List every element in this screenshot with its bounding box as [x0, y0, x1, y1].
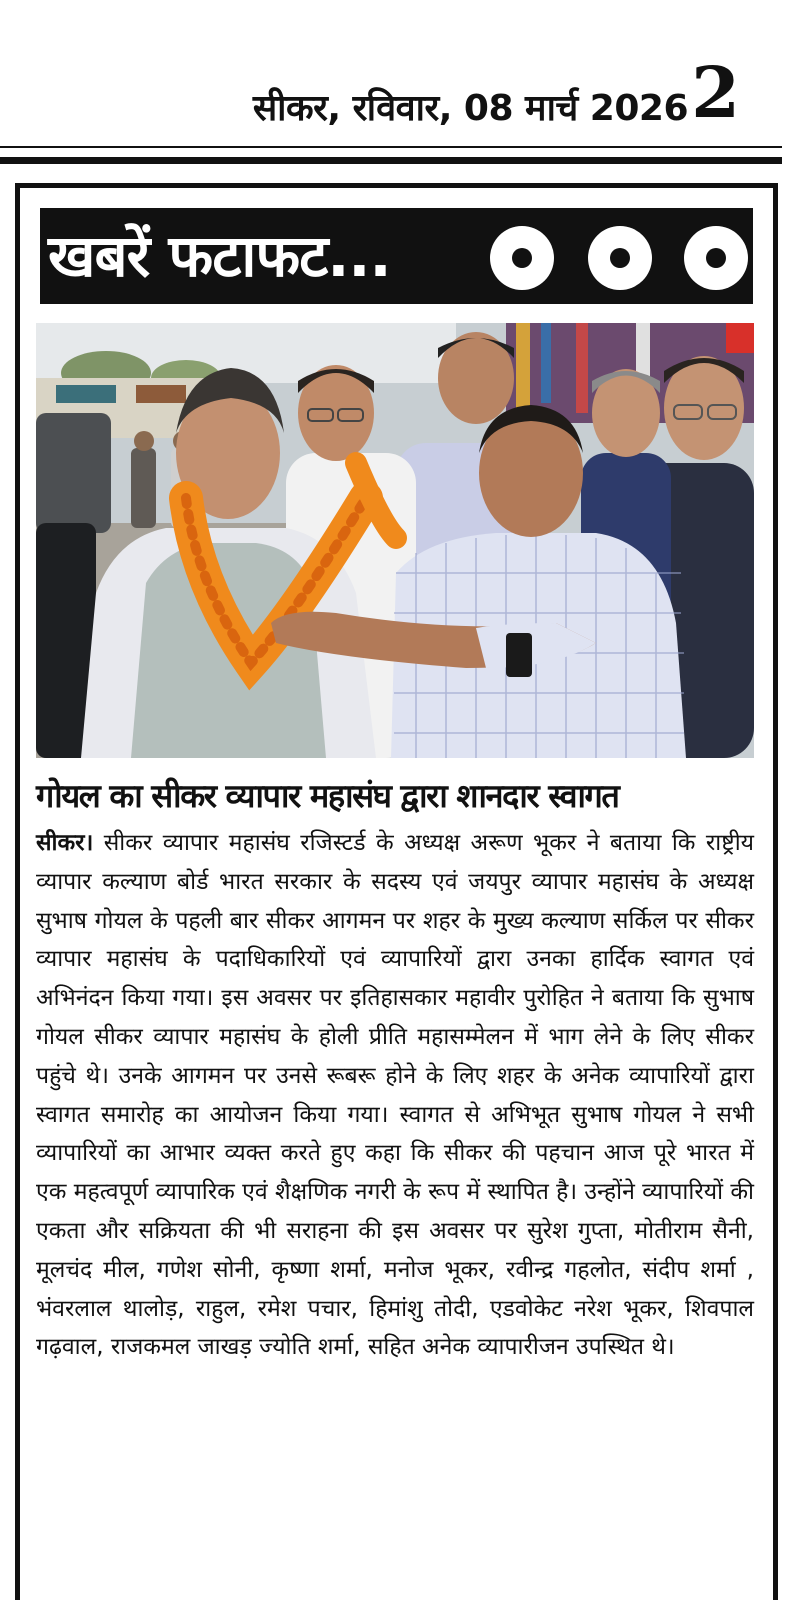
page-number: 2: [691, 51, 740, 134]
news-article-box: [15, 183, 778, 1600]
dateline: सीकर, रविवार, 08 मार्च 2026: [252, 88, 688, 129]
news-photo: [36, 323, 754, 758]
masthead-rule-thin: [0, 146, 782, 148]
article-text: सीकर व्यापार महासंघ रजिस्टर्ड के अध्यक्ष अरूण भूकर ने बताया कि राष्ट्रीय व्यापार कल्याण बोर्ड भारत सरकार के सदस्य एवं जयपुर व्यापार महासंघ के अध्यक्ष सुभाष गोयल के पहली बार सीकर आगमन पर शहर के मुख्य कल्याण सर्किल पर सीकर व्यापार महासंघ के पदाधिकारियों एवं व्यापारियों द्वारा उनका हार्दिक स्वागत एवं अभिनंदन किया गया। इस अवसर पर इतिहासकार महावीर पुरोहित ने बताया कि सुभाष गोयल सीकर व्यापार महासंघ के होली प्रीति महासम्मेलन में भाग लेने के लिए सीकर पहुंचे थे। उनके आगमन पर उनसे रूबरू होने के लिए शहर के अनेक व्यापारियों द्वारा स्वागत समारोह का आयोजन किया गया। स्वागत से अभिभूत सुभाष गोयल ने सभी व्यापारियों का आभार व्यक्त करते हुए कहा कि सीकर की पहचान आज पूरे भारत में एक महत्वपूर्ण व्यापारिक एवं शैक्षणिक नगरी के रूप में स्थापित है। उन्होंने व्यापारियों की एकता और सक्रियता की भी सराहना की इस अवसर पर सुरेश गुप्ता, मोतीराम सैनी, मूलचंद मील, गणेश सोनी, कृष्णा शर्मा, मनोज भूकर, रवीन्द्र गहलोत, संदीप शर्मा , भंवरलाल थालोड़, राहुल, रमेश पचार, हिमांशु तोदी, एडवोकेट नरेश भूकर, शिवपाल गढ़वाल, राजकमल जाखड़ ज्योति शर्मा, सहित अनेक व्यापारीजन उपस्थित थे।: [36, 830, 755, 1361]
circle-icon: [684, 226, 748, 290]
circle-icon: [490, 226, 554, 290]
circle-icon: [588, 226, 652, 290]
section-header: [40, 208, 753, 304]
section-title: खबरें फटाफट...: [48, 222, 391, 290]
masthead: [0, 0, 796, 150]
article-place: सीकर।: [36, 830, 94, 856]
article-headline: गोयल का सीकर व्यापार महासंघ द्वारा शानदार स्वागत: [36, 777, 619, 815]
article-body: [36, 824, 754, 1367]
masthead-rule-thick: [0, 157, 782, 164]
